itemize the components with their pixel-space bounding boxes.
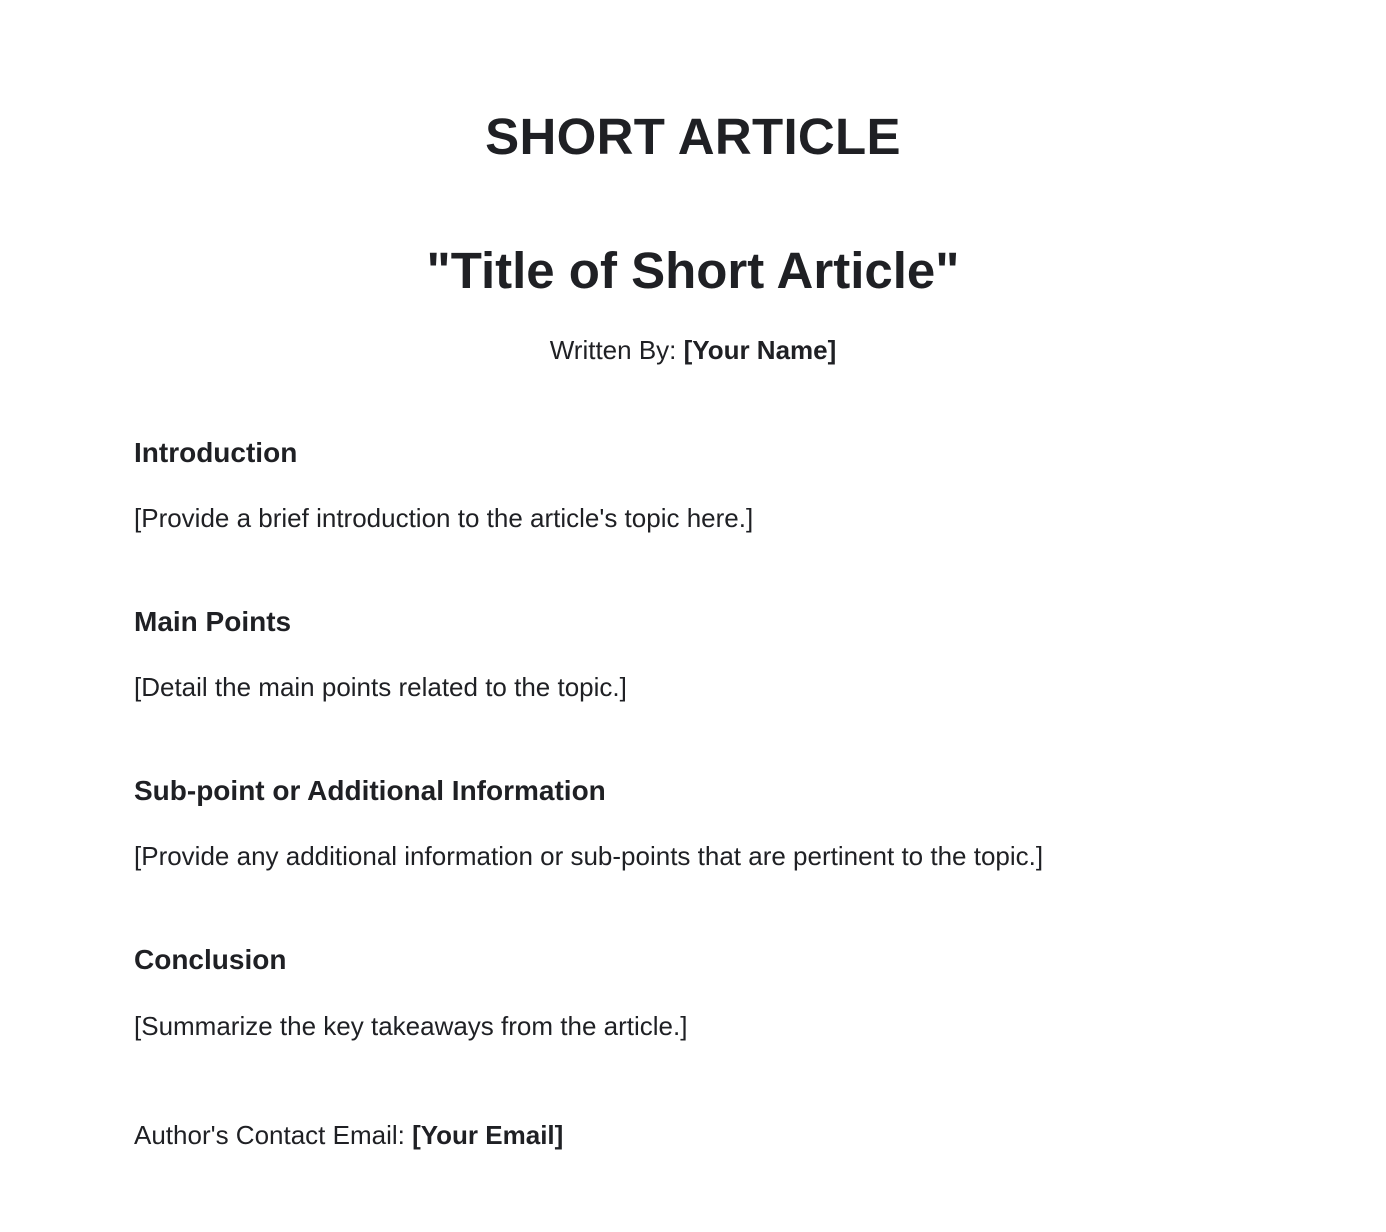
byline-label: Written By: <box>549 335 677 365</box>
section-heading-additional-info: Sub-point or Additional Information <box>134 775 606 806</box>
section-body-introduction: [Provide a brief introduction to the article's topic here.] <box>134 503 754 533</box>
byline <box>0 333 1386 367</box>
section-heading-conclusion: Conclusion <box>134 944 287 975</box>
author-name: [Your Name] <box>683 335 837 365</box>
section-heading-introduction: Introduction <box>134 437 298 468</box>
article-title: "Title of Short Article" <box>426 242 960 299</box>
document-type-label: SHORT ARTICLE <box>485 108 901 165</box>
contact-email: [Your Email] <box>412 1120 564 1150</box>
section-body-conclusion: [Summarize the key takeaways from the article.] <box>134 1011 688 1041</box>
contact-label: Author's Contact Email: <box>134 1120 405 1150</box>
section-body-main-points: [Detail the main points related to the topic.] <box>134 672 627 702</box>
author-contact <box>134 1118 563 1152</box>
section-body-additional-info: [Provide any additional information or sub-points that are pertinent to the topic.] <box>134 841 1044 871</box>
section-heading-main-points: Main Points <box>134 606 292 637</box>
